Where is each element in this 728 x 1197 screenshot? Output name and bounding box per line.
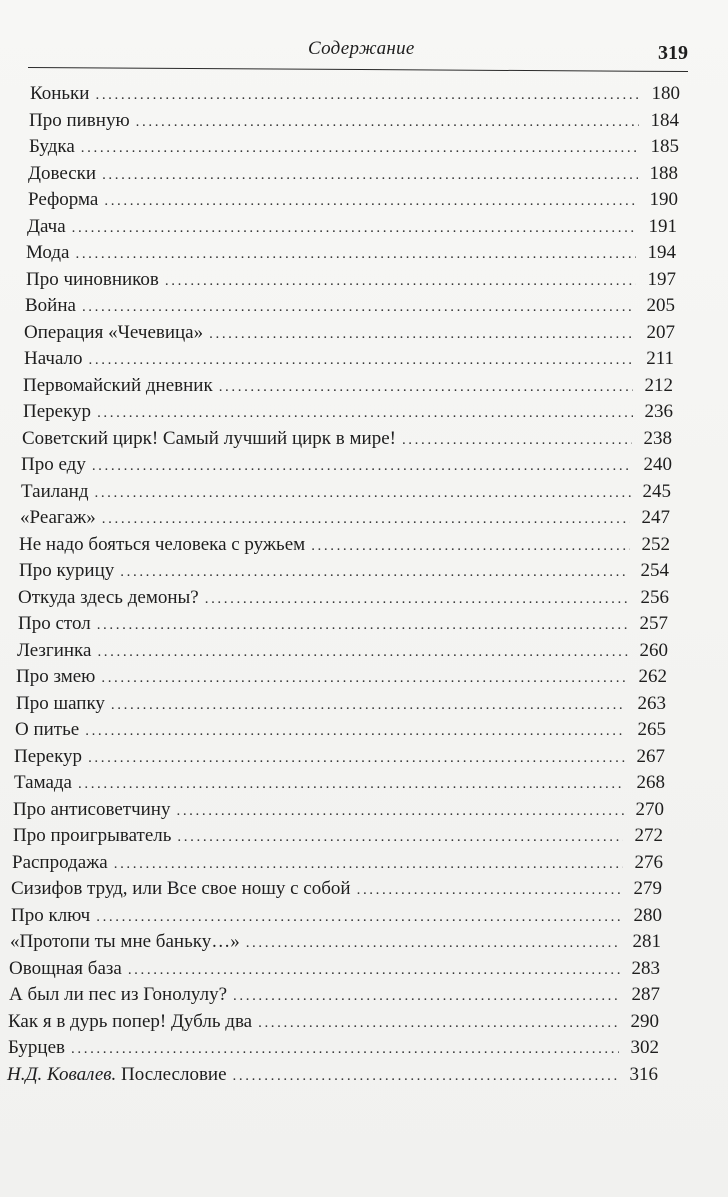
toc-entry-title	[28, 187, 98, 213]
toc-entry	[23, 373, 673, 399]
dot-leader	[165, 268, 636, 294]
toc-entry-page: 185	[650, 136, 679, 157]
dot-leader	[357, 877, 622, 903]
toc-entry-title	[13, 823, 171, 849]
toc-entry-title	[18, 585, 199, 611]
toc-entry-title	[21, 452, 86, 478]
toc-entry	[18, 611, 668, 637]
dot-leader	[311, 533, 630, 559]
toc-entry-text: Война	[25, 295, 76, 316]
dot-leader	[92, 453, 632, 479]
toc-entry	[15, 717, 666, 743]
toc-entry-title	[14, 770, 72, 796]
toc-entry	[19, 532, 670, 558]
toc-entry-text: Про шапку	[16, 693, 105, 714]
toc-entry	[25, 293, 675, 319]
toc-entry-text: Про змею	[16, 666, 96, 687]
toc-entry-page: 252	[641, 534, 670, 555]
toc-entry	[16, 691, 666, 717]
toc-entry	[28, 161, 678, 187]
toc-entry	[29, 108, 679, 134]
dot-leader	[97, 400, 633, 426]
dot-leader	[111, 692, 626, 718]
dot-leader	[85, 718, 626, 744]
toc-entry-title	[29, 108, 130, 134]
toc-entry-text: Перекур	[14, 746, 83, 767]
toc-entry-text: Про пивную	[29, 110, 130, 131]
toc-entry-text: Будка	[29, 136, 75, 157]
toc-entry	[29, 134, 679, 160]
dot-leader	[258, 1010, 619, 1036]
dot-leader	[136, 109, 639, 135]
section-title: Содержание	[308, 38, 415, 59]
toc-entry	[8, 1009, 659, 1035]
header-rule	[28, 67, 688, 72]
toc-entry-text: Овощная база	[9, 958, 122, 979]
toc-entry-page: 290	[630, 1011, 659, 1032]
dot-leader	[205, 586, 629, 612]
toc-entry-text: Таиланд	[21, 481, 89, 502]
toc-entry	[23, 399, 673, 425]
dot-leader	[89, 347, 634, 373]
dot-leader	[128, 957, 620, 983]
toc-entry-page: 283	[631, 958, 660, 979]
toc-entry-title	[14, 744, 82, 770]
toc-entry-title	[28, 161, 96, 187]
toc-entry	[8, 1035, 659, 1061]
dot-leader	[88, 745, 625, 771]
toc-entry-title	[19, 558, 114, 584]
toc-entry-text: Про антисоветчину	[13, 799, 171, 820]
toc-entry-title	[25, 293, 76, 319]
dot-leader	[97, 639, 628, 665]
toc-entry-title	[16, 691, 105, 717]
toc-entry-page: 194	[647, 242, 676, 263]
toc-entry-title	[27, 214, 66, 240]
toc-entry-title	[26, 267, 159, 293]
toc-entry-text: Бурцев	[8, 1037, 66, 1058]
toc-entry	[9, 956, 660, 982]
toc-entry	[11, 876, 662, 902]
toc-entry-text: Про еду	[21, 454, 86, 475]
toc-entry-text: Коньки	[30, 83, 90, 104]
toc-entry-title	[8, 1035, 65, 1061]
toc-entry-page: 316	[629, 1064, 658, 1085]
toc-entry-title	[9, 982, 227, 1008]
dot-leader	[78, 771, 625, 797]
dot-leader	[75, 241, 636, 267]
toc-entry-page: 265	[637, 719, 666, 740]
toc-entry-page: 272	[634, 825, 663, 846]
toc-entry-text: А был ли пес из Гонолулу?	[9, 984, 228, 1005]
toc-entry-page: 256	[640, 587, 669, 608]
toc-entry-page: 260	[639, 640, 668, 661]
dot-leader	[95, 82, 640, 108]
toc-entry-title	[15, 717, 79, 743]
toc-entry	[27, 214, 677, 240]
dot-leader	[104, 188, 638, 214]
toc-entry-title	[19, 532, 305, 558]
toc-entry	[19, 558, 669, 584]
toc-entry-text: Не надо бояться человека с ружьем	[19, 534, 306, 555]
toc-entry	[24, 320, 675, 346]
page-number: 319	[658, 42, 688, 64]
toc-entry-text: Про ключ	[11, 905, 91, 926]
toc-entry	[14, 770, 665, 796]
toc-entry-title	[13, 797, 170, 823]
toc-entry-title	[23, 373, 213, 399]
toc-entry-page: 268	[636, 772, 665, 793]
toc-entry-page: 197	[647, 269, 676, 290]
toc-entry-page: 184	[650, 110, 679, 131]
toc-entry-page: 212	[644, 375, 673, 396]
running-header	[28, 38, 688, 68]
toc-entry-title	[29, 134, 75, 160]
toc-entry-text: Операция «Чечевица»	[24, 322, 204, 343]
toc-entry-title	[23, 399, 91, 425]
toc-entry	[11, 903, 662, 929]
toc-entry-text: Первомайский дневник	[23, 375, 213, 396]
toc-entry-title	[16, 664, 95, 690]
toc-entry-page: 236	[644, 401, 673, 422]
toc-entry	[17, 638, 668, 664]
dot-leader	[120, 559, 629, 585]
toc-entry-page: 247	[641, 507, 670, 528]
toc-entry	[16, 664, 667, 690]
toc-entry	[7, 1062, 658, 1088]
toc-entry-page: 180	[651, 83, 680, 104]
toc-entry-text: Начало	[24, 348, 83, 369]
toc-entry-page: 279	[633, 878, 662, 899]
toc-entry-page: 262	[638, 666, 667, 687]
toc-entry-title	[12, 850, 108, 876]
toc-entry	[21, 452, 672, 478]
toc-entry-text: О питье	[15, 719, 80, 740]
toc-entry	[13, 797, 664, 823]
toc-entry	[22, 426, 672, 452]
dot-leader	[82, 294, 635, 320]
dot-leader	[81, 135, 639, 161]
toc-entry-title	[10, 929, 240, 955]
toc-entry	[28, 187, 678, 213]
dot-leader	[233, 1063, 618, 1089]
toc-entry	[26, 240, 676, 266]
toc-entry-page: 267	[636, 746, 665, 767]
toc-entry-page: 254	[640, 560, 669, 581]
toc-entry-title	[7, 1062, 227, 1088]
dot-leader	[233, 983, 620, 1009]
dot-leader	[97, 612, 628, 638]
toc-entry-page: 281	[632, 931, 661, 952]
toc-entry-text: Про чиновников	[26, 269, 159, 290]
toc-entry-page: 257	[639, 613, 668, 634]
toc-entry-text: Мода	[26, 242, 70, 263]
toc-entry-text: Про проигрыватель	[13, 825, 172, 846]
toc-entry	[18, 585, 669, 611]
toc-entry-text: Перекур	[23, 401, 92, 422]
toc-entry-title	[11, 876, 351, 902]
toc-entry-title	[17, 638, 91, 664]
toc-entry-text: Советский цирк! Самый лучший цирк в мире!	[22, 428, 396, 449]
toc-entry-text: Лезгинка	[17, 640, 92, 661]
toc-entry-title	[24, 320, 203, 346]
toc-entry-page: 238	[643, 428, 672, 449]
toc-entry-page: 211	[646, 348, 674, 369]
toc-entry-text: Довески	[28, 163, 97, 184]
toc-entry-page: 240	[643, 454, 672, 475]
toc-entry-title	[26, 240, 69, 266]
dot-leader	[102, 162, 638, 188]
dot-leader	[72, 215, 637, 241]
dot-leader	[177, 824, 623, 850]
dot-leader	[101, 665, 627, 691]
toc-entry	[12, 850, 663, 876]
toc-entry-text: Реформа	[28, 189, 99, 210]
toc-entry-title	[18, 611, 91, 637]
dot-leader	[246, 930, 621, 956]
dot-leader	[209, 321, 635, 347]
toc-entry-title	[9, 956, 122, 982]
toc-entry-text: Тамада	[14, 772, 72, 793]
dot-leader	[102, 506, 630, 532]
toc-entry	[13, 823, 663, 849]
dot-leader	[114, 851, 623, 877]
toc-entry-text: Сизифов труд, или Все свое ношу с собой	[11, 878, 351, 899]
toc-entry-page: 188	[649, 163, 678, 184]
toc-entry-title	[21, 479, 88, 505]
dot-leader	[94, 480, 631, 506]
toc-entry-title	[30, 81, 89, 107]
toc-entry-page: 263	[637, 693, 666, 714]
toc-entry-page: 270	[635, 799, 664, 820]
toc-entry-page: 205	[646, 295, 675, 316]
toc-entry-author: Н.Д. Ковалев.	[7, 1064, 117, 1085]
toc-entry-title	[22, 426, 396, 452]
toc-entry-page: 280	[633, 905, 662, 926]
toc-entry	[30, 81, 680, 107]
dot-leader	[176, 798, 624, 824]
toc-entry-page: 287	[631, 984, 660, 1005]
toc-entry-text: «Реагаж»	[20, 507, 96, 528]
toc-entry	[21, 479, 671, 505]
toc-entry-text: Послесловие	[121, 1064, 227, 1085]
toc-entry-page: 276	[634, 852, 663, 873]
toc-entry	[20, 505, 670, 531]
toc-entry-text: Распродажа	[12, 852, 108, 873]
toc-entry-page: 245	[642, 481, 671, 502]
dot-leader	[219, 374, 633, 400]
toc-entry-text: Про стол	[18, 613, 91, 634]
toc-entry-page: 302	[630, 1037, 659, 1058]
toc-entry-title	[20, 505, 96, 531]
toc-entry	[24, 346, 674, 372]
toc-entry-text: Откуда здесь демоны?	[18, 587, 199, 608]
dot-leader	[96, 904, 622, 930]
toc-entry	[10, 929, 661, 955]
toc-entry-page: 207	[646, 322, 675, 343]
dot-leader	[71, 1036, 619, 1062]
toc-entry-text: «Протопи ты мне баньку…»	[10, 931, 240, 952]
toc-entry	[14, 744, 665, 770]
dot-leader	[402, 427, 632, 453]
toc-entry	[26, 267, 676, 293]
toc-entry	[9, 982, 660, 1008]
toc-entry-title	[11, 903, 90, 929]
toc-entry-title	[8, 1009, 252, 1035]
toc-entry-title	[24, 346, 83, 372]
toc-entry-text: Дача	[27, 216, 66, 237]
toc-entry-page: 190	[649, 189, 678, 210]
toc-entry-text: Про курицу	[19, 560, 115, 581]
toc-entry-page: 191	[648, 216, 677, 237]
toc-entry-text: Как я в дурь попер! Дубль два	[8, 1011, 253, 1032]
